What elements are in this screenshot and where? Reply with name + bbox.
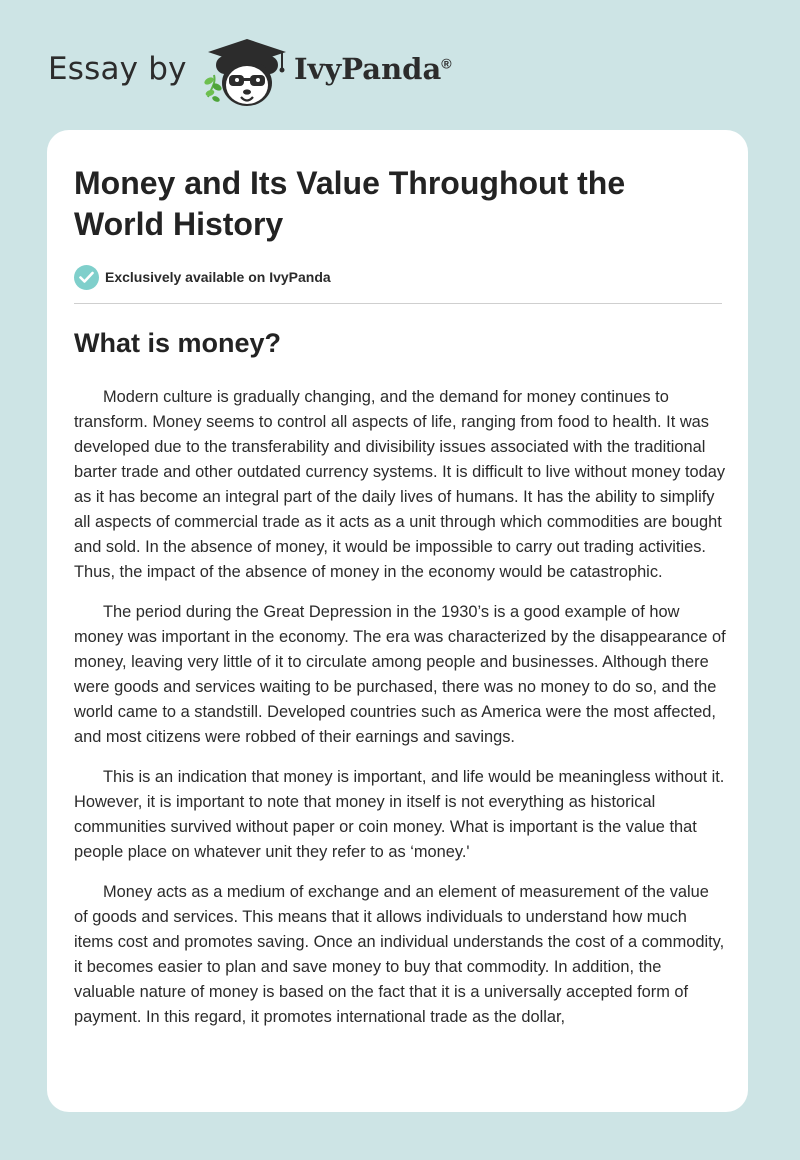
paragraph: This is an indication that money is important, and life would be meaningless without it. However, it is important to note that money in itself is not everything as historical communities survived without paper or coin money. What is important is the value that people place on whatever unit they refer to as ‘money.' [74, 768, 725, 861]
essay-title: Money and Its Value Throughout the World History [74, 165, 626, 242]
paragraph: Modern culture is gradually changing, and the demand for money continues to transform. Money seems to control all aspects of life, ranging from food to health. It was developed due to the transferability and divisibility issues associated with the traditional barter trade and other outdated currency systems. It is difficult to live without money today as it has become an integral part of the daily lives of humans. It has the ability to simplify all aspects of commercial trade as it acts as a unit through which commodities are bought and sold. In the absence of money, it would be impossible to carry out trading activities. Thus, the impact of the absence of money in the economy would be catastrophic. [74, 388, 726, 581]
essay-card [47, 130, 748, 1112]
brand-name[interactable] [294, 52, 452, 86]
brand-name-text: IvyPanda [294, 52, 442, 86]
check-circle-icon [74, 265, 99, 290]
brand-header [48, 32, 488, 112]
brand-prefix: Essay by [48, 51, 187, 87]
registered-mark: ® [441, 55, 452, 72]
exclusive-badge-text: Exclusively available on IvyPanda [105, 269, 331, 285]
paragraph: Money acts as a medium of exchange and an element of measurement of the value of goods and services. This means that it allows individuals to understand how much items cost and promotes saving. Once an individual understands the cost of a commodity, it becomes easier to plan and save money to buy that commodity. In addition, the valuable nature of money is based on the fact that it is a universally accepted form of payment. In this regard, it promotes international trade as the dollar, [74, 883, 725, 1026]
exclusive-badge [74, 264, 331, 290]
essay-body [74, 385, 726, 1045]
paragraph: The period during the Great Depression in the 1930’s is a good example of how money was important in the economy. The era was characterized by the disappearance of money, leaving very little of it to circulate among people and businesses. Although there were goods and services waiting to be purchased, there was no money to do so, and the world came to a standstill. Developed countries such as America were the most affected, and most citizens were robbed of their earnings and savings. [74, 603, 726, 746]
section-heading: What is money? [74, 328, 282, 358]
title-divider [74, 303, 722, 304]
panda-graduate-icon[interactable] [202, 35, 292, 111]
